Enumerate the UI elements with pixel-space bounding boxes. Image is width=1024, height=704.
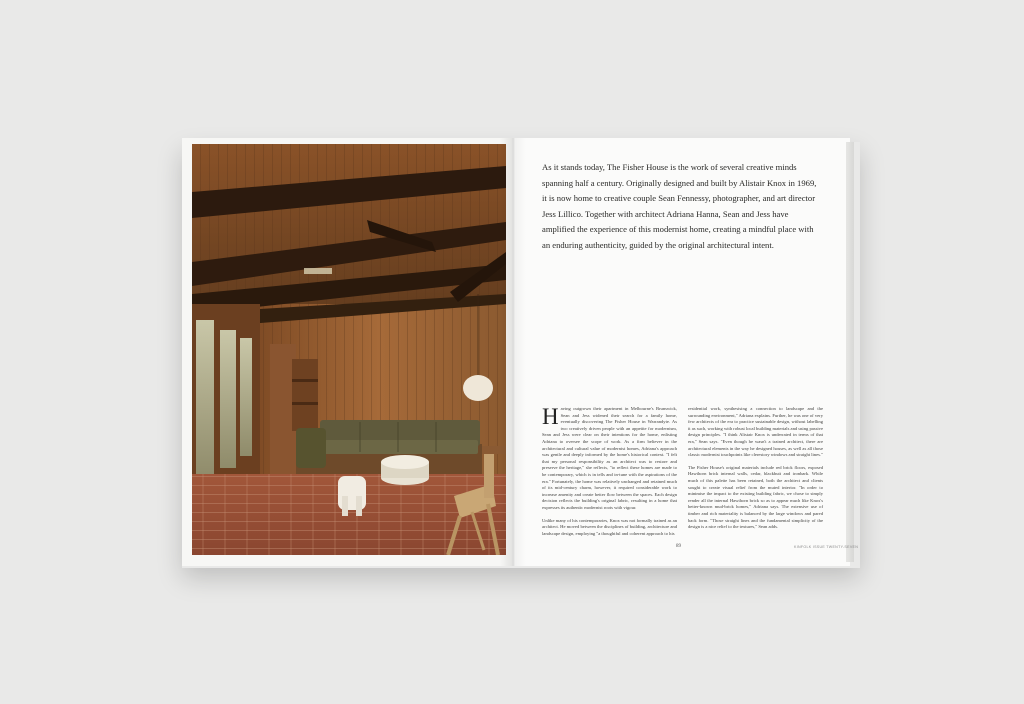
- column-left-paragraph-2: Unlike many of his contemporaries, Knox was not formally trained as an architect. He moved between the disciplines of building, architecture and landscape design, employing "a thoughtful and coherent approach to his: [542, 517, 677, 536]
- drop-cap: H: [542, 404, 559, 429]
- body-column-right: [688, 406, 823, 537]
- running-head: KINFOLK ISSUE TWENTY-SEVEN: [794, 545, 859, 549]
- page-number: 89: [676, 544, 681, 549]
- column-right-paragraph-2: The Fisher House's original materials include red brick floors, exposed Hawthorn brick internal walls, cedar, blackbutt and ironbark. While much of this palette has been retained, both the architect and clients sought to create visual relief from the muted interior. "In order to minimise the impact to the existing building fabric, we chose to simply render all the internal Hawthorn brick so as to appear much like Knox's better-known mud-brick homes," Adriana says. The extensive use of timber and rich materiality is balanced by the large windows and pared back form. "Those straight lines and the fundamental simplicity of the design is a nice relief to the textures," Sean adds.: [688, 464, 823, 530]
- intro-paragraph: As it stands today, The Fisher House is the work of several creative minds spanning half a century. Originally designed and built by Alistair Knox in 1969, it is now home to creative couple Sean Fennessy, photographer, and art director Jess Lillico. Together with architect Adriana Hanna, Sean and Jess have amplified the experience of this modernist home, creating a mindful place with an enduring authenticity, guided by the original architectural intent.: [542, 162, 817, 250]
- column-right-paragraph-1: residential work, synthesising a connection to landscape and the surrounding environment," Adriana explains. Further, he was one of very few architects of the era to practice sustainable design, without labelling it as such, working with robust local building materials and using passive design principles. "I think Alistair Knox is underrated in terms of that era," Sean says. "Even though he wasn't a trained architect, there are architectural elements in the way he designed houses, as well as all those classic modernist touchpoints like clerestory windows and straight lines.": [688, 406, 823, 458]
- interior-photo: [192, 144, 506, 555]
- column-left-paragraph-1: aving outgrown their apartment in Melbourne's Brunswick, Sean and Jess widened their search for a family home, eventually discovering The Fisher House in Warrandyte. As two creatively driven people with an appetite for modernism, Sean and Jess were clear on their intentions for the home, enlisting Adriana to oversee the scope of work. As a firm believer in the architectural and cultural value of modernist homes, Adriana's approach was gentle and deeply informed by the home's historical context. "I felt that my personal responsibility as an architect was to restore and preserve the heritage," she reflects, "to reflect these homes are made to be contemporary, which is in tells and in-tune with the aspirations of the era." Fortunately, the home was relatively unchanged and retained much of its mid-century charm, however, it required considerable work to increase amenity and create better flow between the spaces. Each design decision reflects the building's original fabric, resulting in a home that expresses its authentic modernist roots with vigour.: [542, 406, 677, 510]
- body-column-left: [542, 406, 677, 543]
- page-edge: [846, 142, 854, 562]
